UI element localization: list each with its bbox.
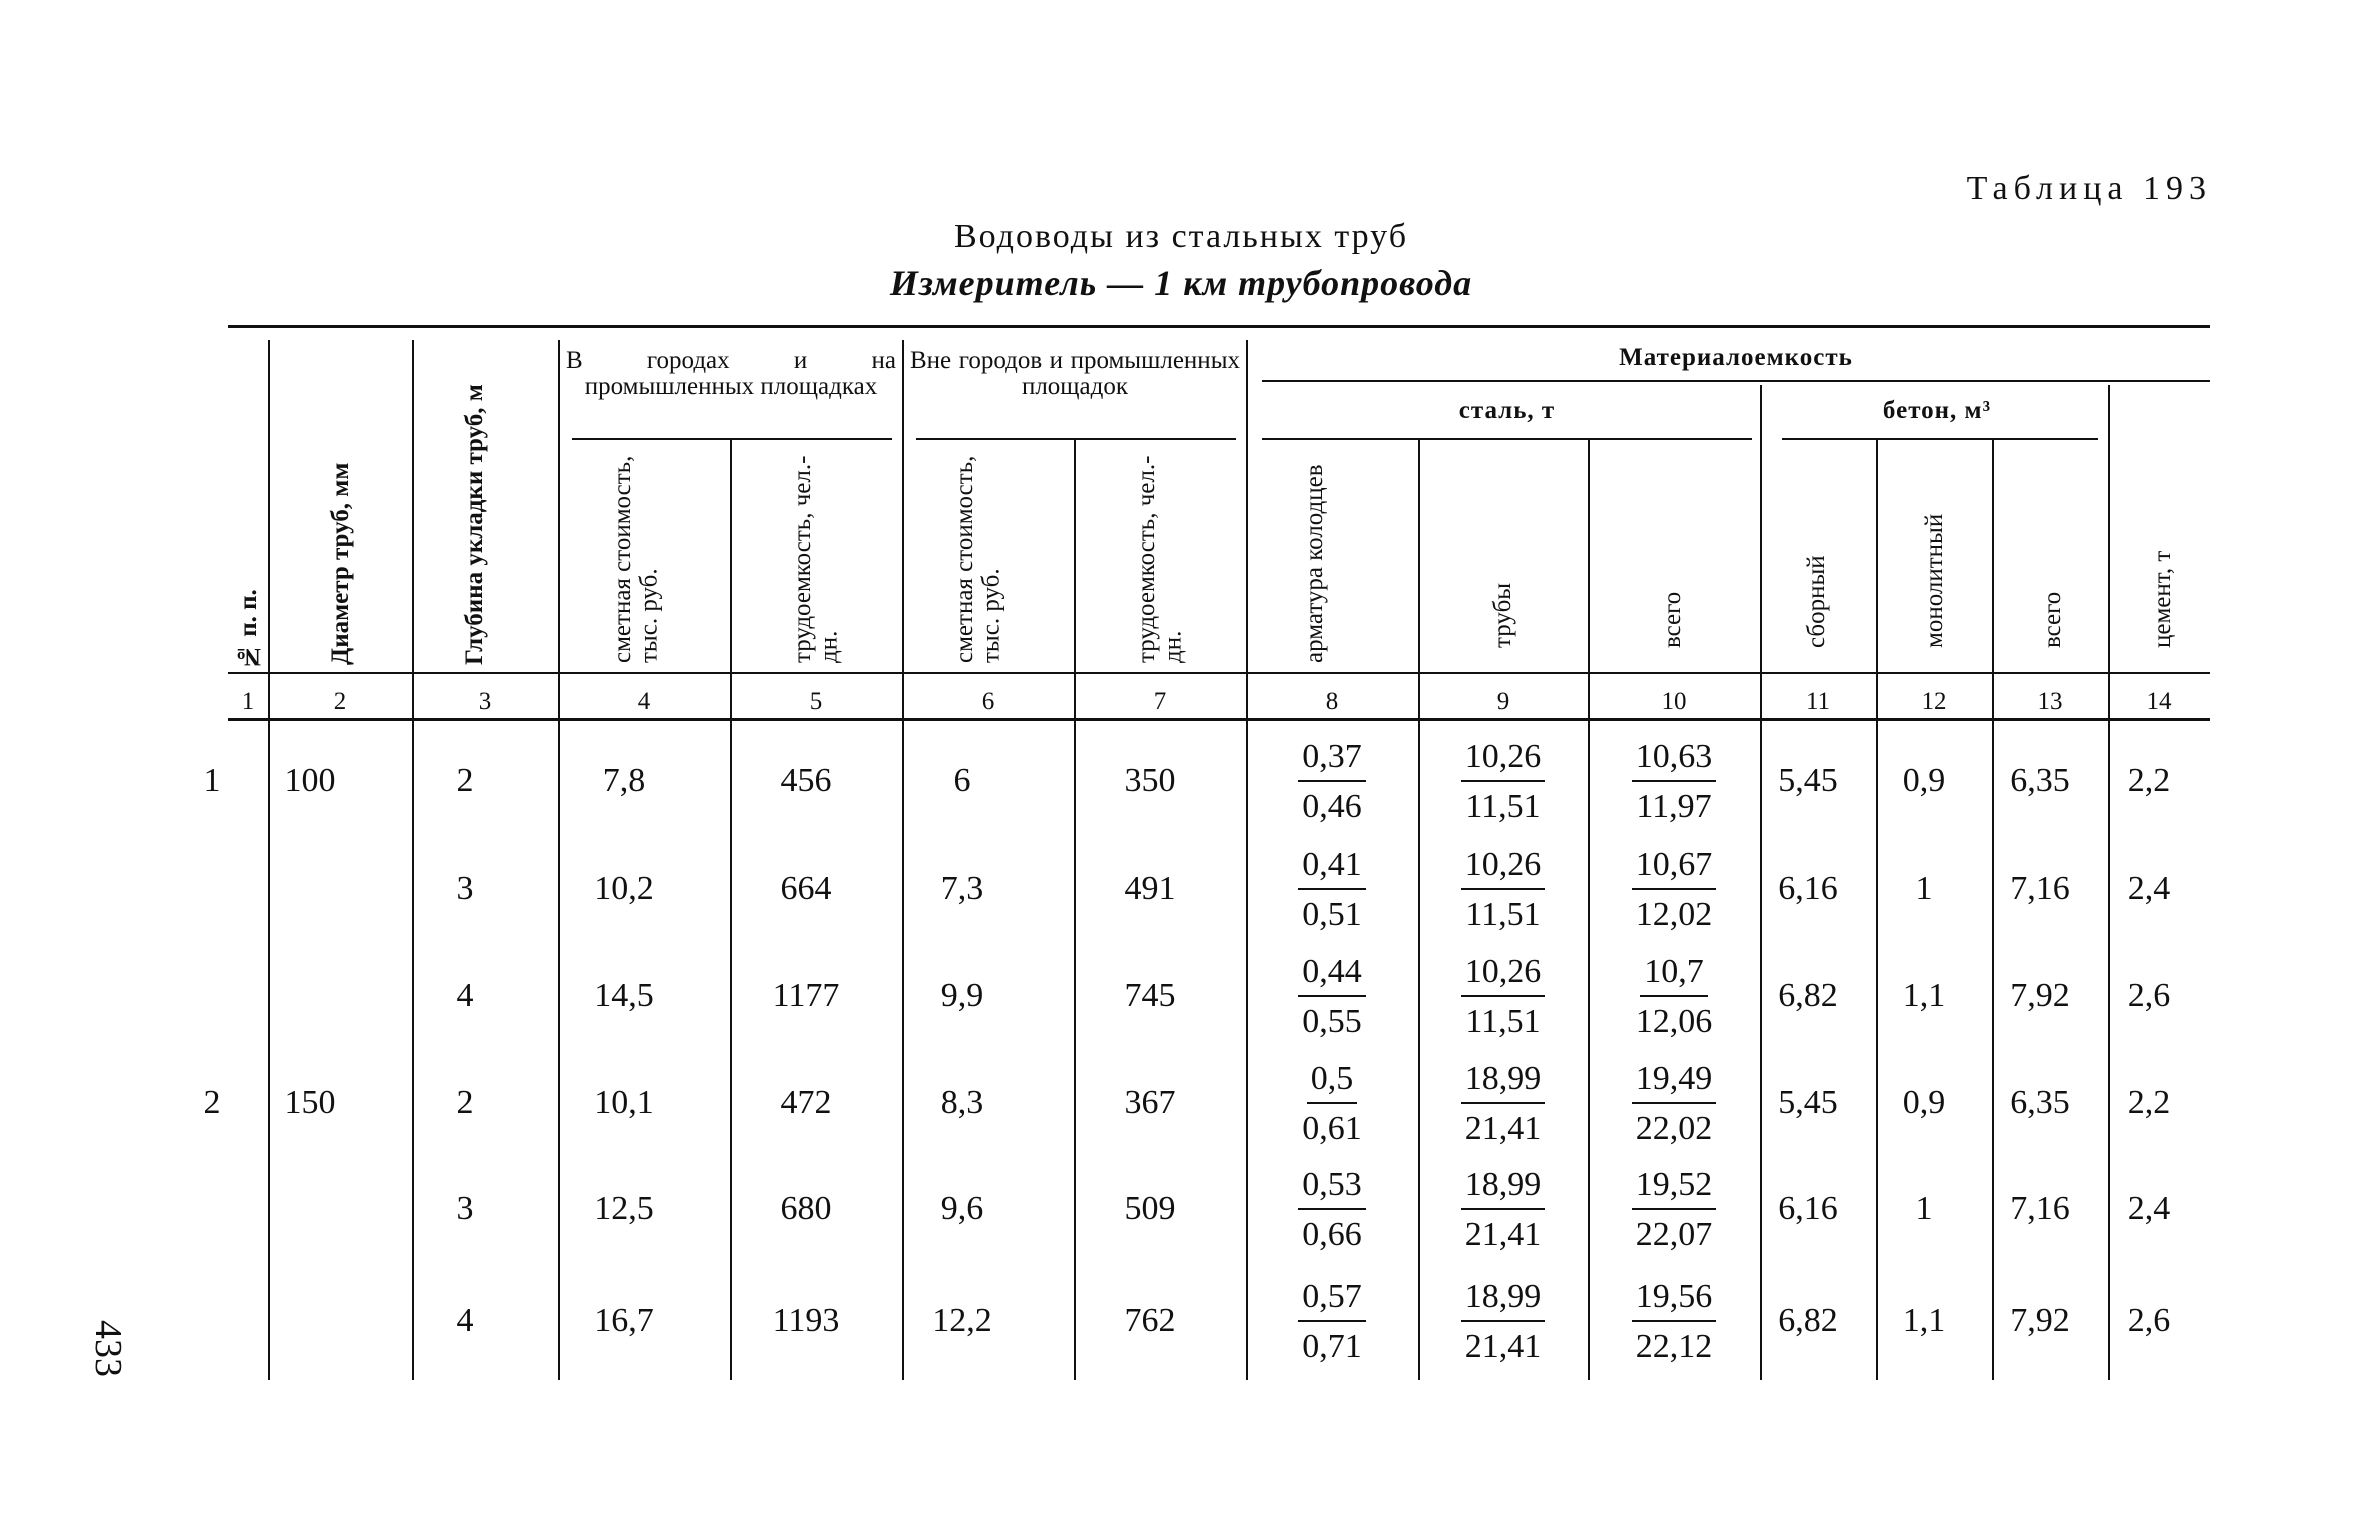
outside-labor-cell: 762 [1124,1302,1176,1339]
fraction-denominator: 0,71 [1302,1328,1362,1365]
column-number: 2 [333,688,347,715]
fraction-numerator: 0,37 [1298,740,1366,782]
concrete-precast-cell: 6,16 [1778,1190,1838,1227]
city-labor-cell: 456 [780,762,832,799]
steel-fittings-cell [1246,740,1418,824]
outside-labor-cell: 491 [1124,870,1176,907]
depth-cell: 4 [456,977,474,1014]
fraction-numerator: 0,5 [1307,1062,1358,1104]
fraction-numerator: 10,26 [1461,848,1546,890]
column-number: 10 [1661,688,1687,715]
cement-cell: 2,6 [2127,977,2171,1014]
steel-total-cell [1588,848,1760,932]
city-cost-cell: 10,1 [594,1084,654,1121]
header-outside-labor: трудоемкость, чел.-дн. [1133,455,1187,663]
city-cost-cell: 14,5 [594,977,654,1014]
steel-total-cell [1588,1062,1760,1146]
vrule-4 [730,440,732,1380]
table-top-rule [228,325,2210,328]
fraction-denominator: 11,51 [1465,1003,1541,1040]
fraction-denominator: 21,41 [1464,1328,1542,1365]
rule-group-city [572,438,892,440]
fraction-denominator: 0,55 [1302,1003,1362,1040]
table-label: Таблица 193 [1966,170,2212,207]
column-number: 13 [2037,688,2063,715]
city-cost-cell: 7,8 [602,762,646,799]
fraction-numerator: 19,56 [1632,1280,1717,1322]
header-steel-total: всего [1659,591,1686,648]
city-labor-cell: 1177 [772,977,840,1014]
column-number: 3 [478,688,492,715]
header-steel-pipes: трубы [1489,582,1516,648]
steel-fittings-cell [1246,1062,1418,1146]
outside-cost-cell: 12,2 [932,1302,992,1339]
cement-cell: 2,4 [2127,870,2171,907]
vrule-12 [1992,440,1994,1380]
steel-total-cell [1588,740,1760,824]
header-city-labor: трудоемкость, чел.-дн. [789,455,843,663]
steel-total-cell [1588,1280,1760,1364]
city-cost-cell: 10,2 [594,870,654,907]
outside-labor-cell: 350 [1124,762,1176,799]
fraction-denominator: 12,02 [1635,896,1713,933]
depth-cell: 2 [456,762,474,799]
concrete-monolithic-cell: 1,1 [1902,1302,1946,1339]
cement-cell: 2,4 [2127,1190,2171,1227]
fraction-numerator: 18,99 [1461,1168,1546,1210]
diameter-cell: 150 [284,1084,336,1121]
fraction-numerator: 18,99 [1461,1280,1546,1322]
depth-cell: 4 [456,1302,474,1339]
concrete-monolithic-cell: 0,9 [1902,762,1946,799]
depth-cell: 3 [456,870,474,907]
header-group-concrete: бетон, м³ [1882,397,1992,424]
fraction-denominator: 11,51 [1465,896,1541,933]
steel-pipes-cell [1418,740,1588,824]
fraction-denominator: 21,41 [1464,1216,1542,1253]
city-labor-cell: 680 [780,1190,832,1227]
cement-cell: 2,2 [2127,1084,2171,1121]
row-number-cell: 2 [203,1084,221,1121]
header-group-outside: Вне городов и промышленных площадок [910,347,1240,401]
fraction-numerator: 0,57 [1298,1280,1366,1322]
fraction-numerator: 19,49 [1632,1062,1717,1104]
outside-labor-cell: 509 [1124,1190,1176,1227]
fraction-numerator: 18,99 [1461,1062,1546,1104]
concrete-precast-cell: 6,82 [1778,1302,1838,1339]
cement-cell: 2,6 [2127,1302,2171,1339]
concrete-total-cell: 6,35 [2010,1084,2070,1121]
concrete-total-cell: 7,92 [2010,1302,2070,1339]
row-number-cell: 1 [203,762,221,799]
city-cost-cell: 12,5 [594,1190,654,1227]
rule-group-concrete [1782,438,2098,440]
steel-total-cell [1588,1168,1760,1252]
column-number: 14 [2146,688,2172,715]
concrete-monolithic-cell: 1 [1915,870,1933,907]
page-number: 433 [87,1320,129,1377]
header-steel-fittings: арматура колодцев [1301,464,1328,663]
table-subtitle: Измеритель — 1 км трубопровода [889,263,1473,303]
rule-group-outside [916,438,1236,440]
rule-group-steel [1262,438,1752,440]
column-number: 6 [981,688,995,715]
header-depth: Глубина укладки труб, м [461,384,488,665]
concrete-monolithic-cell: 1 [1915,1190,1933,1227]
fraction-denominator: 22,12 [1635,1328,1713,1365]
vrule-1 [268,340,270,1380]
outside-cost-cell: 7,3 [940,870,984,907]
cement-cell: 2,2 [2127,762,2171,799]
depth-cell: 2 [456,1084,474,1121]
rule-group-material [1262,380,2210,382]
diameter-cell: 100 [284,762,336,799]
outside-labor-cell: 745 [1124,977,1176,1014]
vrule-11 [1876,440,1878,1380]
steel-pipes-cell [1418,848,1588,932]
column-number: 1 [241,688,255,715]
city-labor-cell: 664 [780,870,832,907]
header-group-city: В городах и на промышленных площадках [566,347,896,401]
header-group-material: Материалоемкость [1619,344,1853,371]
vrule-6 [1074,440,1076,1380]
fraction-numerator: 10,7 [1640,955,1708,997]
outside-cost-cell: 9,6 [940,1190,984,1227]
header-cement: цемент, т [2149,550,2176,648]
fraction-denominator: 11,51 [1465,788,1541,825]
header-bottom-rule [228,672,2210,674]
header-concrete-precast: сборный [1803,555,1830,648]
fraction-denominator: 22,02 [1635,1110,1713,1147]
header-city-cost: сметная стоимость, тыс. руб. [609,455,663,663]
fraction-numerator: 0,41 [1298,848,1366,890]
fraction-numerator: 10,63 [1632,740,1717,782]
numbers-bottom-rule [228,718,2210,721]
steel-fittings-cell [1246,955,1418,1039]
column-number: 8 [1325,688,1339,715]
steel-fittings-cell [1246,1168,1418,1252]
fraction-denominator: 0,51 [1302,896,1362,933]
concrete-monolithic-cell: 0,9 [1902,1084,1946,1121]
steel-pipes-cell [1418,1168,1588,1252]
fraction-numerator: 10,26 [1461,740,1546,782]
header-outside-cost: сметная стоимость, тыс. руб. [951,455,1005,663]
concrete-precast-cell: 6,82 [1778,977,1838,1014]
concrete-monolithic-cell: 1,1 [1902,977,1946,1014]
outside-cost-cell: 8,3 [940,1084,984,1121]
column-number: 9 [1496,688,1510,715]
column-number: 5 [809,688,823,715]
concrete-total-cell: 7,92 [2010,977,2070,1014]
column-number: 7 [1153,688,1167,715]
table-title: Водоводы из стальных труб [953,218,1409,255]
fraction-numerator: 10,67 [1632,848,1717,890]
column-number: 4 [637,688,651,715]
depth-cell: 3 [456,1190,474,1227]
column-number: 11 [1805,688,1831,715]
concrete-total-cell: 7,16 [2010,870,2070,907]
city-labor-cell: 1193 [772,1302,840,1339]
fraction-numerator: 0,53 [1298,1168,1366,1210]
fraction-denominator: 11,97 [1636,788,1712,825]
concrete-precast-cell: 5,45 [1778,762,1838,799]
fraction-denominator: 0,61 [1302,1110,1362,1147]
header-row-number: № п. п. [235,589,262,670]
fraction-numerator: 0,44 [1298,955,1366,997]
concrete-total-cell: 7,16 [2010,1190,2070,1227]
steel-pipes-cell [1418,1280,1588,1364]
concrete-precast-cell: 5,45 [1778,1084,1838,1121]
outside-cost-cell: 6 [953,762,971,799]
steel-pipes-cell [1418,1062,1588,1146]
steel-fittings-cell [1246,848,1418,932]
fraction-numerator: 19,52 [1632,1168,1717,1210]
fraction-denominator: 0,46 [1302,788,1362,825]
outside-cost-cell: 9,9 [940,977,984,1014]
city-labor-cell: 472 [780,1084,832,1121]
fraction-denominator: 22,07 [1635,1216,1713,1253]
header-concrete-total: всего [2039,591,2066,648]
fraction-denominator: 0,66 [1302,1216,1362,1253]
header-group-steel: сталь, т [1458,397,1556,424]
fraction-denominator: 12,06 [1635,1003,1713,1040]
steel-fittings-cell [1246,1280,1418,1364]
fraction-numerator: 10,26 [1461,955,1546,997]
header-concrete-monolithic: монолитный [1921,513,1948,648]
header-diameter: Диаметр труб, мм [327,462,354,665]
fraction-denominator: 21,41 [1464,1110,1542,1147]
outside-labor-cell: 367 [1124,1084,1176,1121]
concrete-precast-cell: 6,16 [1778,870,1838,907]
city-cost-cell: 16,7 [594,1302,654,1339]
steel-total-cell [1588,955,1760,1039]
concrete-total-cell: 6,35 [2010,762,2070,799]
steel-pipes-cell [1418,955,1588,1039]
column-number: 12 [1921,688,1947,715]
